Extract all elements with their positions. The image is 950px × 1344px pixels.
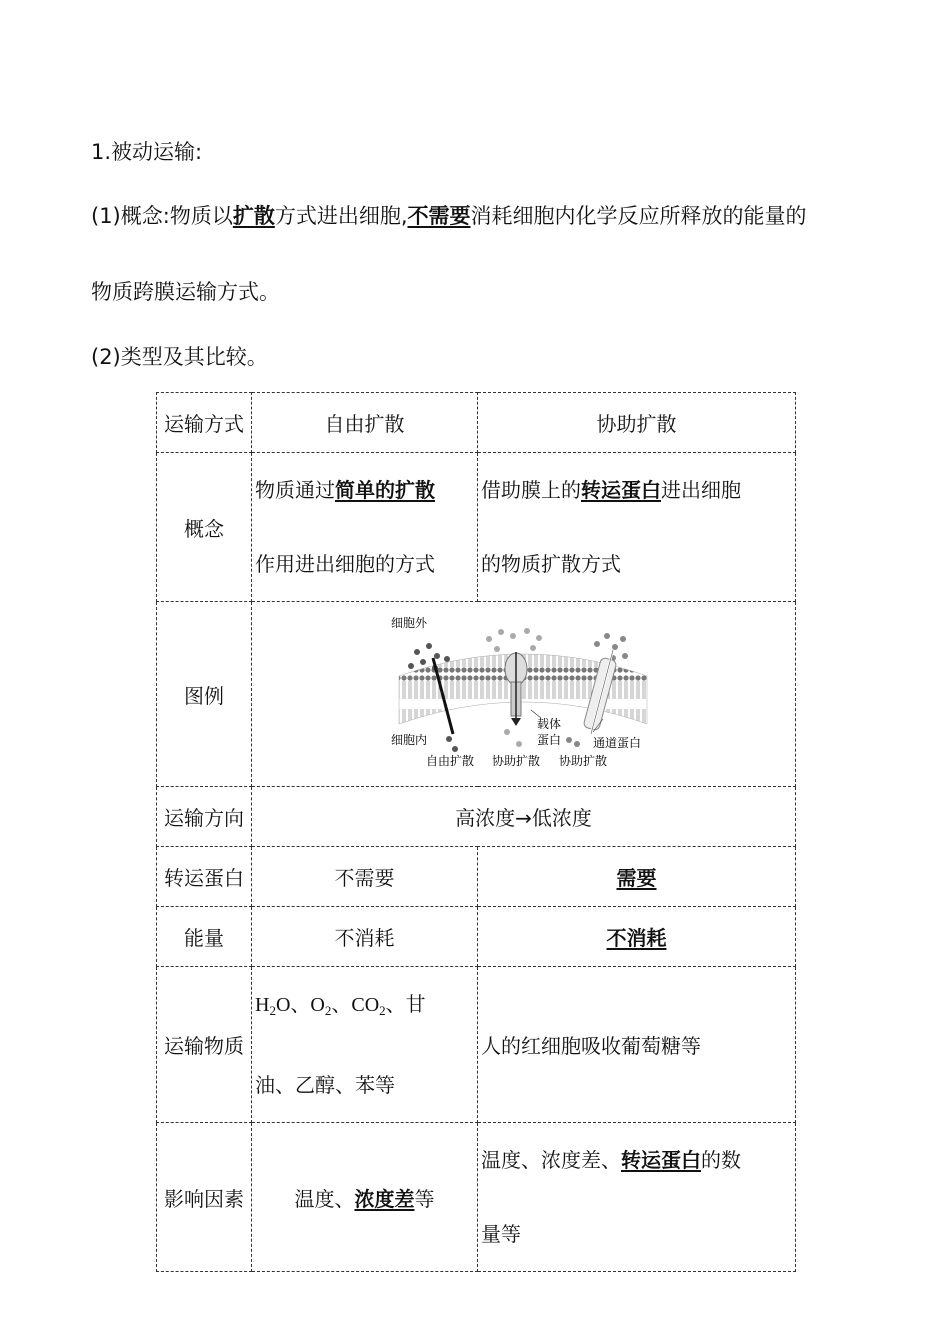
table-cell: 不消耗 (252, 907, 478, 967)
types-heading: (2)类型及其比较。 (91, 345, 268, 369)
figure-cell (252, 602, 796, 787)
label-carrier: 载体 (536, 717, 561, 731)
comparison-table (156, 392, 796, 1272)
section-heading: 1.被动运输: (91, 140, 203, 164)
table-row (157, 847, 796, 907)
table-row (157, 1123, 796, 1272)
table-row (157, 967, 796, 1123)
table-row (157, 907, 796, 967)
table-row (157, 453, 796, 602)
blank-answer: 转运蛋白 (621, 1148, 701, 1172)
column-header: 协助扩散 (478, 393, 796, 453)
table-cell: 温度、浓度差、转运蛋白的数 量等 (478, 1123, 796, 1272)
table-row (157, 602, 796, 787)
row-label: 运输方式 (157, 393, 252, 453)
row-label: 概念 (157, 453, 252, 602)
table-cell: 借助膜上的转运蛋白进出细胞 的物质扩散方式 (478, 453, 796, 602)
table-row (157, 787, 796, 847)
membrane-diagram (389, 614, 659, 774)
caption-facilitated: 协助扩散 (558, 754, 607, 768)
table-cell (478, 907, 796, 967)
label-inside: 细胞内 (390, 733, 427, 747)
row-label: 运输方向 (157, 787, 252, 847)
caption-facilitated: 协助扩散 (491, 754, 540, 768)
table-cell: $H_2O$、$O_2$、$CO_2$、甘 油、乙醇、苯等 (252, 967, 478, 1123)
row-label: 转运蛋白 (157, 847, 252, 907)
table-cell: 高浓度→低浓度 (252, 787, 796, 847)
concept-line-2: 物质跨膜运输方式。 (91, 280, 280, 304)
row-label: 影响因素 (157, 1123, 252, 1272)
label-channel: 通道蛋白 (592, 736, 641, 750)
table-cell: 温度、浓度差等 (252, 1123, 478, 1272)
row-label: 能量 (157, 907, 252, 967)
blank-answer: 简单的扩散 (335, 478, 435, 502)
column-header: 自由扩散 (252, 393, 478, 453)
blank-answer: 浓度差 (354, 1186, 415, 1211)
row-label: 图例 (157, 602, 252, 787)
caption-free: 自由扩散 (425, 754, 474, 768)
label-outside: 细胞外 (390, 616, 427, 630)
table-cell: 不需要 (252, 847, 478, 907)
blank-answer: 扩散 (232, 204, 275, 228)
concept-line-1: (1)概念:物质以扩散方式进出细胞,不需要消耗细胞内化学反应所释放的能量的 (91, 204, 807, 228)
table-row (157, 393, 796, 453)
blank-answer: 不需要 (407, 204, 471, 228)
blank-answer: 不消耗 (606, 926, 667, 950)
table-cell (478, 847, 796, 907)
label-carrier: 蛋白 (536, 733, 561, 747)
blank-answer: 转运蛋白 (581, 478, 661, 502)
row-label: 运输物质 (157, 967, 252, 1123)
table-cell: 物质通过简单的扩散 作用进出细胞的方式 (252, 453, 478, 602)
blank-answer: 需要 (616, 866, 657, 890)
table-cell: 人的红细胞吸收葡萄糖等 (478, 967, 796, 1123)
